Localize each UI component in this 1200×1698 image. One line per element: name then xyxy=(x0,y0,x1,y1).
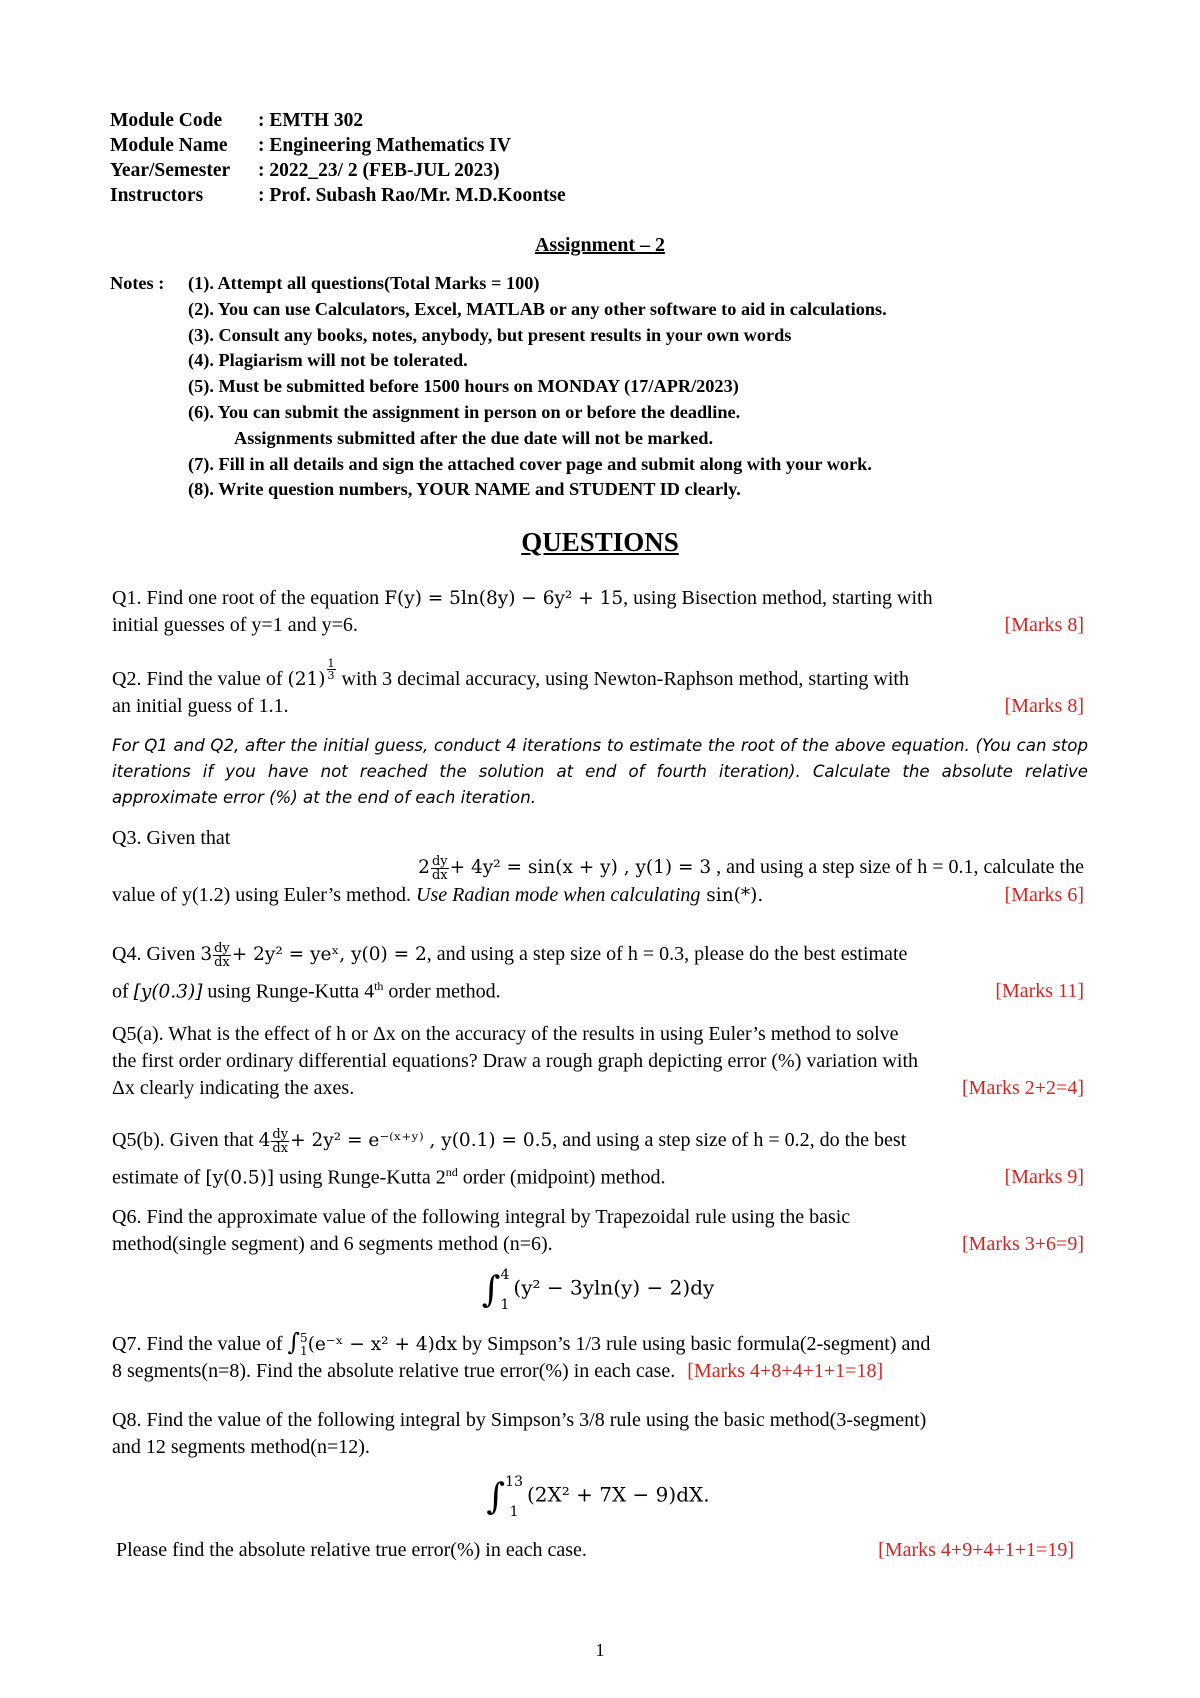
question-5b: Q5(b). Given that 4 $\frac{dy}{dx}$ + 2y² = e⁻⁽ˣ⁺ʸ⁾ , y(0.1) = 0.5, and using a step size of h = 0.2, do the best estimate of [y(0.5)] using Runge-Kutta 2nd order (midpoint) method. [Marks 9] xyxy=(112,1127,1084,1191)
note-item: (8). Write question numbers, YOUR NAME and STUDENT ID clearly. xyxy=(188,479,741,500)
header-row-instructors: Instructors : Prof. Subash Rao/Mr. M.D.Koontse xyxy=(110,185,566,206)
iteration-note: For Q1 and Q2, after the initial guess, conduct 4 iterations to estimate the root of the above equation. (You can stop iterations if you have not reached the solution at end of fourth iteration). Calculate the absolute relative approximate error (%) at the end of each iteration. xyxy=(112,736,1088,807)
question-1: Q1. Find one root of the equation F(y) = 5ln(8y) − 6y² + 15, using Bisection method, starting with initial guesses of y=1 and y=6. [Marks 8] xyxy=(112,585,1084,639)
marks-label: [Marks 8] xyxy=(1004,614,1084,636)
marks-label: [Marks 4+9+4+1+1=19] xyxy=(878,1539,1074,1561)
note-item: (6). You can submit the assignment in person on or before the deadline. xyxy=(188,401,741,422)
note-item: Assignments submitted after the due date will not be marked. xyxy=(234,427,714,448)
note-item: (5). Must be submitted before 1500 hours on MONDAY (17/APR/2023) xyxy=(188,376,739,397)
equation: 2 $\frac{dy}{dx}$ + 4y² = sin(x + y) , y(1) = 3 xyxy=(418,853,712,883)
equation: 3 $\frac{dy}{dx}$ + 2y² = yeˣ, y(0) = 2 xyxy=(200,940,427,970)
question-4: Q4. Given 3 $\frac{dy}{dx}$ + 2y² = yeˣ, y(0) = 2, and using a step size of h = 0.3, please do the best estimate of [y(0.3)] using Runge-Kutta 4th order method. [Marks 11] xyxy=(112,941,1084,1005)
note-item: (3). Consult any books, notes, anybody, but present results in your own words xyxy=(188,324,792,345)
page-number: 1 xyxy=(595,1640,605,1660)
header-row-module-name: Module Name : Engineering Mathematics IV xyxy=(110,135,511,156)
question-7: Q7. Find the value of ∫ 5 1 (e⁻ˣ − x² + 4)dx by Simpson’s 1/3 rule using basic formula(2-segment) and 8 segments(n=8). Find the absolute relative true error(%) in each case. [Marks 4+8+4+1+1=18] xyxy=(112,1329,1084,1385)
equation: (21) $\frac{1}{3}$ xyxy=(287,657,335,690)
module-header xyxy=(110,108,566,208)
equation: 4 $\frac{dy}{dx}$ + 2y² = e⁻⁽ˣ⁺ʸ⁾ , y(0.1) = 0.5 xyxy=(258,1126,553,1156)
integral-q8: ∫ 13 1 (2X² + 7X − 9)dX. xyxy=(486,1474,710,1520)
question-5a: Q5(a). What is the effect of h or Δx on the accuracy of the results in using Euler’s method to solve the first order ordinary differential equations? Draw a rough graph depicting error (%) variation with Δx clearly indicating the axes. [Marks 2+2=4] xyxy=(112,1021,1084,1102)
question-8: Q8. Find the value of the following integral by Simpson’s 3/8 rule using the basic method(3-segment) and 12 segments method(n=12). ∫ 13 1 (2X² + 7X − 9)dX. Please find the absolute relative true error(%) in each case. [Marks 4+9+4+1+1=19] xyxy=(112,1407,1084,1564)
marks-label: [Marks 2+2=4] xyxy=(962,1077,1084,1099)
equation: F(y) = 5ln(8y) − 6y² + 15 xyxy=(384,588,624,609)
header-row-module-code: Module Code : EMTH 302 xyxy=(110,110,364,131)
question-6: Q6. Find the approximate value of the following integral by Trapezoidal rule using the basic method(single segment) and 6 segments method (n=6). [Marks 3+6=9] ∫ 4 1 (y² − 3yln(y) − 2)dy xyxy=(112,1204,1084,1320)
marks-label: [Marks 6] xyxy=(1004,883,1084,906)
question-3: Q3. Given that 2 $\frac{dy}{dx}$ + 4y² = sin(x + y) , y(1) = 3 , and using a step size of h = 0.1, calculate the value of y(1.2) using Euler’s method. Use Radian mode when calculating sin(*). [Marks 6] xyxy=(112,825,1084,909)
assignment-title: Assignment – 2 xyxy=(534,234,665,256)
marks-label: [Marks 4+8+4+1+1=18] xyxy=(687,1360,884,1382)
notes-label: Notes : xyxy=(110,273,165,293)
header-row-year-semester: Year/Semester : 2022_23/ 2 (FEB-JUL 2023) xyxy=(110,160,500,181)
equation: ∫ 5 1 (e⁻ˣ − x² + 4)dx xyxy=(287,1328,458,1358)
questions-heading: QUESTIONS xyxy=(521,527,679,557)
marks-label: [Marks 8] xyxy=(1004,695,1084,717)
question-2: Q2. Find the value of (21) $\frac{1}{3}$ with 3 decimal accuracy, using Newton-Raphson method, starting with an initial guess of 1.1. [Marks 8] xyxy=(112,666,1084,720)
marks-label: [Marks 11] xyxy=(995,980,1084,1003)
integral-q6: ∫ 4 1 (y² − 3yln(y) − 2)dy xyxy=(481,1267,715,1313)
note-item: (2). You can use Calculators, Excel, MATLAB or any other software to aid in calculations. xyxy=(188,298,887,319)
note-item: (4). Plagiarism will not be tolerated. xyxy=(188,350,468,371)
marks-label: [Marks 9] xyxy=(1004,1166,1084,1189)
notes-section xyxy=(110,271,887,503)
note-item: (1). Attempt all questions(Total Marks = 100) xyxy=(188,273,540,293)
note-item: (7). Fill in all details and sign the attached cover page and submit along with your work. xyxy=(188,453,872,474)
marks-label: [Marks 3+6=9] xyxy=(962,1233,1084,1255)
